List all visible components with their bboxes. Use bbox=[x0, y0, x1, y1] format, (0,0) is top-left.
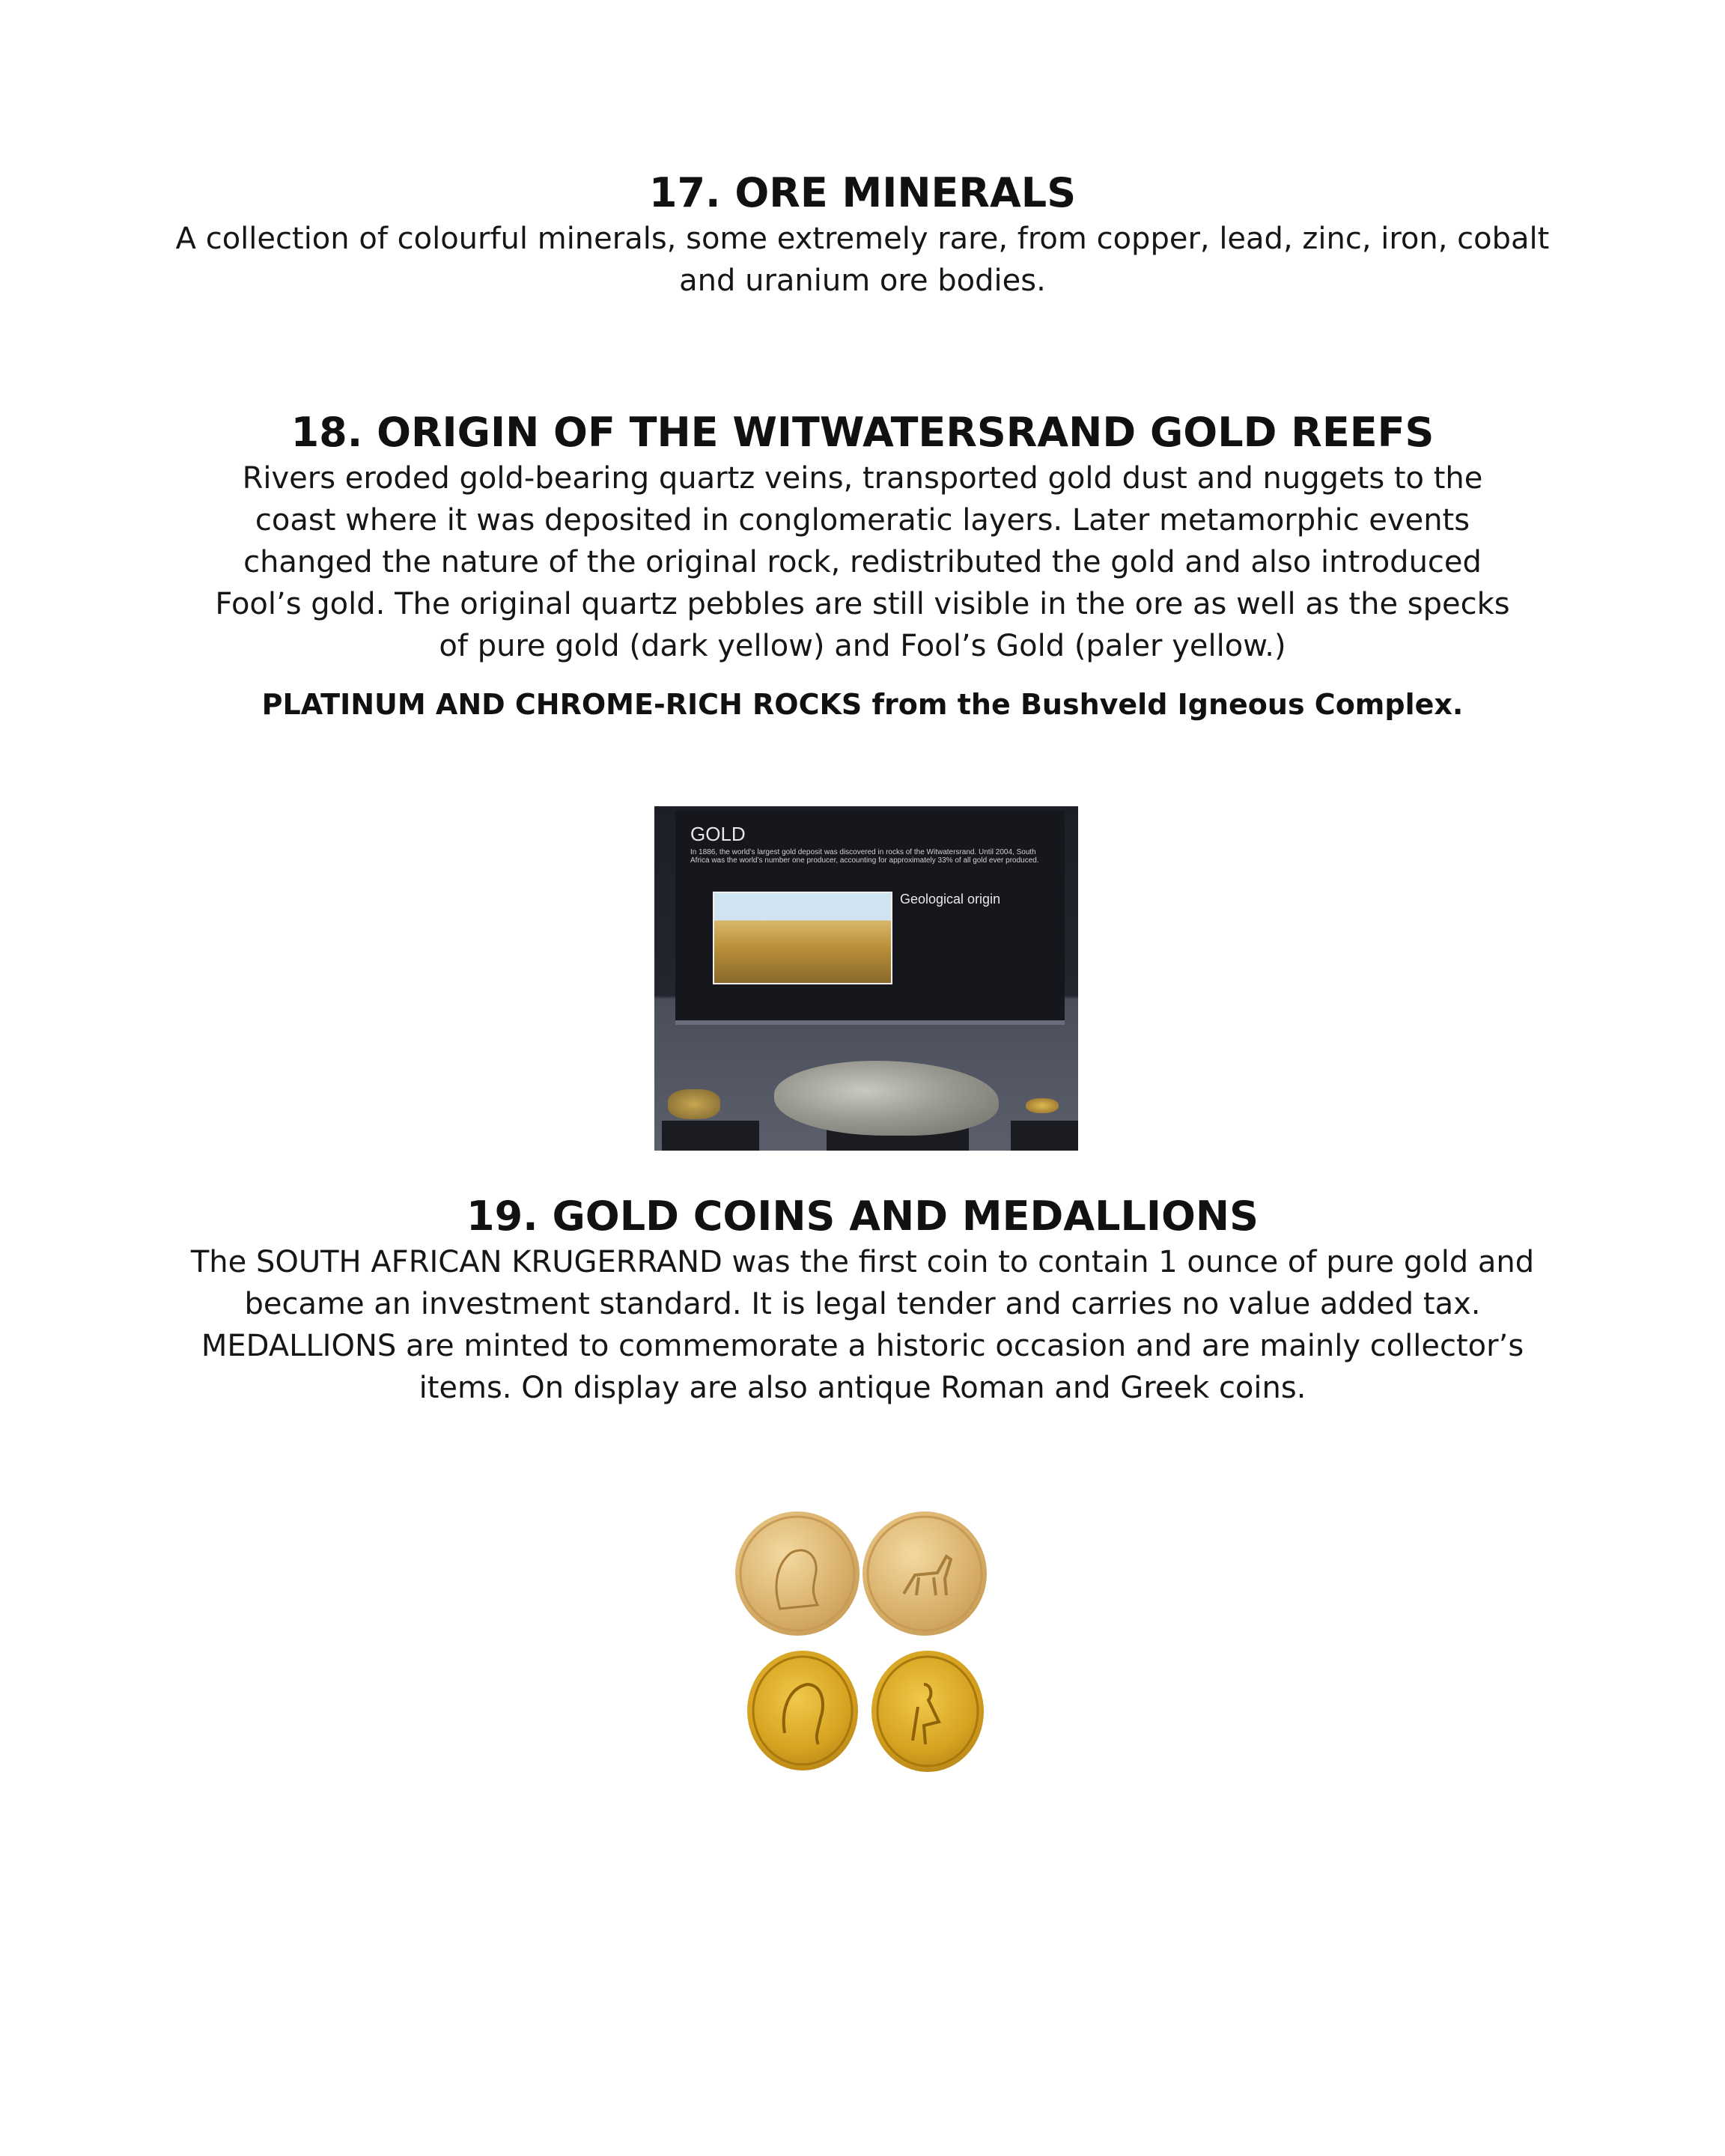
geology-diagram bbox=[713, 892, 892, 984]
roman-seated-figure-coin bbox=[871, 1651, 984, 1772]
section-heading: 17. ORE MINERALS bbox=[648, 169, 1077, 216]
gold-display-photo bbox=[654, 806, 1078, 1151]
panel-subtitle: Geological origin bbox=[900, 892, 1001, 907]
roman-head-coin bbox=[747, 1651, 858, 1770]
gold-coins-photo bbox=[734, 1507, 996, 1776]
pyrite-specimen bbox=[668, 1089, 720, 1119]
section-body: A collection of colourful minerals, some extremely rare, from copper, lead, zinc, iron, cobalt and uranium ore bodies. bbox=[175, 222, 1550, 298]
section-ore-minerals bbox=[0, 168, 1725, 302]
display-stand bbox=[662, 1121, 759, 1151]
gold-ore-rock bbox=[774, 1061, 999, 1136]
display-stand bbox=[1011, 1121, 1078, 1151]
section-heading: 19. GOLD COINS AND MEDALLIONS bbox=[466, 1193, 1259, 1240]
section-gold-coins bbox=[0, 1192, 1725, 1409]
section-body: The SOUTH AFRICAN KRUGERRAND was the first coin to contain 1 ounce of pure gold and became an investment standard. It is legal tender and carries no value added tax. MEDALLIONS are minted to commemorate a historic occasion and are mainly collector’s items. On display are also antique Roman and Greek coins. bbox=[190, 1245, 1535, 1405]
panel-intro: In 1886, the world’s largest gold deposit was discovered in rocks of the Witwatersrand. Until 2004, South Africa was the world’s number one producer, accounting for approximately 33% of all gold ever produced. bbox=[690, 848, 1039, 865]
section-heading: 18. ORIGIN OF THE WITWATERSRAND GOLD REEFS bbox=[290, 409, 1435, 456]
krugerrand-portrait-coin bbox=[735, 1511, 860, 1636]
section-subheading: PLATINUM AND CHROME-RICH ROCKS from the Bushveld Igneous Complex. bbox=[261, 688, 1464, 721]
panel-title: GOLD bbox=[690, 823, 746, 845]
section-body: Rivers eroded gold-bearing quartz veins, transported gold dust and nuggets to the coast where it was deposited in conglomeratic layers. Later metamorphic events changed the nature of the original rock, redistributed the gold and also introduced Fool’s gold. The original quartz pebbles are still visible in the ore as well as the specks of pure gold (dark yellow) and Fool’s Gold (paler yellow.) bbox=[215, 461, 1510, 663]
info-panel bbox=[675, 811, 1065, 1025]
krugerrand-springbok-coin bbox=[862, 1511, 987, 1636]
section-witwatersrand-gold-reefs bbox=[0, 408, 1725, 724]
gold-nugget bbox=[1026, 1098, 1059, 1113]
